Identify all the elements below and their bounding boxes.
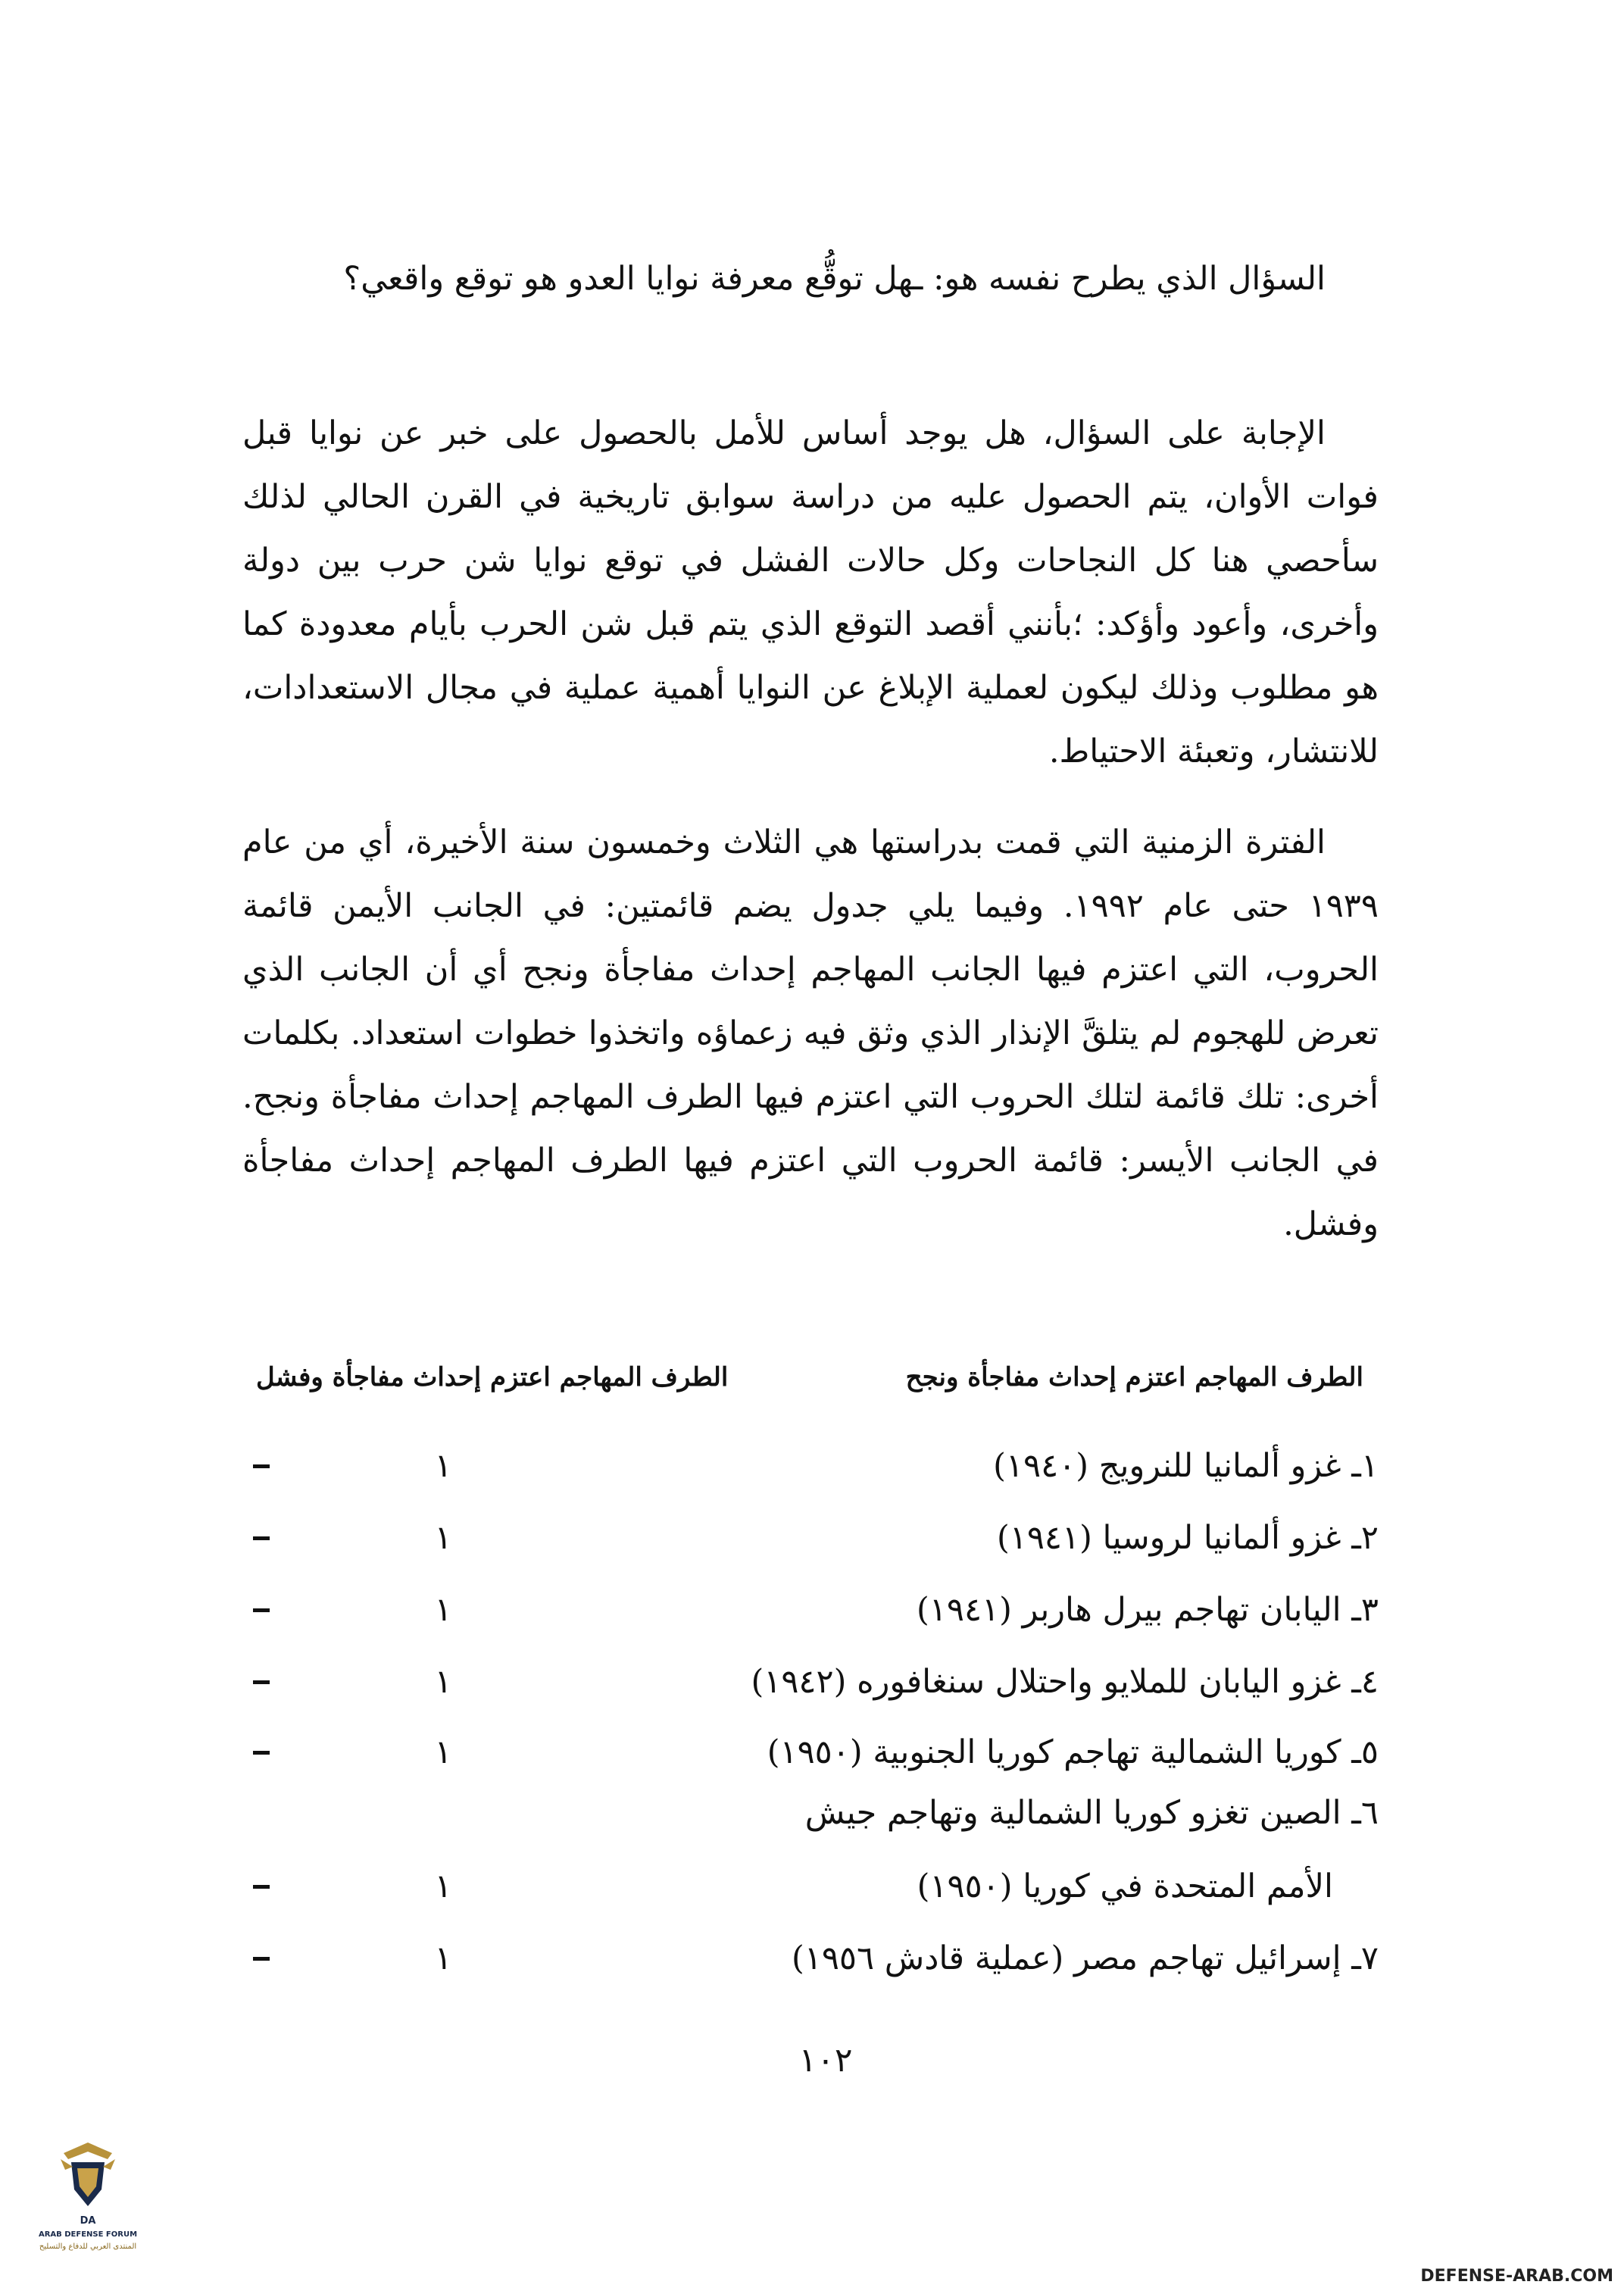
table-header-success: الطرف المهاجم اعتزم إحداث مفاجأة ونجح [905,1362,1363,1392]
paragraph-answer-text: الإجابة على السؤال، هل يوجد أساس للأمل بالحصول على خبر عن نوايا قبل فوات الأوان، يتم الحصول عليه من دراسة سوابق تاريخية في القرن الحالي لذلك سأحصي هنا كل النجاحات وكل حالات الفشل في توقع نوايا شن حرب بين دولة وأخرى، وأعود وأؤكد: ؛بأنني أقصد التوقع الذي يتم قبل شن الحرب بأيام معدودة كما هو مطلوب وذلك ليكون لعملية الإبلاغ عن النوايا أهمية عملية في مجال الاستعدادات، للانتشار، وتعبئة الاحتياط. [242,414,1379,770]
site-watermark: DEFENSE-ARAB.COM [1420,2267,1613,2286]
table-row [242,1508,1379,1576]
war-label: ٤ـ غزو اليابان للملايو واحتلال سنغافوره (١٩٤٢) [751,1663,1379,1701]
war-label-line1: ٦ـ الصين تغزو كوريا الشمالية وتهاجم جيش [804,1794,1379,1832]
eagle-shield-icon [58,2136,118,2212]
table-row [242,1928,1379,1996]
success-count: ١ [434,1447,452,1485]
table-header-fail: الطرف المهاجم اعتزم إحداث مفاجأة وفشل [256,1362,729,1392]
table-row [242,1722,1379,1790]
paragraph-question [242,247,1379,311]
fail-dash [253,1536,270,1540]
success-count: ١ [434,1939,452,1977]
table-row [242,1652,1379,1720]
war-label: ٣ـ اليابان تهاجم بيرل هاربر (١٩٤١) [916,1591,1379,1629]
paragraph-period [242,811,1379,1256]
logo-subtitle: المنتدى العربي للدفاع والتسليح [39,2243,137,2251]
page-number: ١٠٢ [798,2041,853,2080]
table-row [242,1580,1379,1648]
forum-logo [27,2136,148,2288]
success-count: ١ [434,1663,452,1701]
fail-dash [253,1464,270,1468]
fail-dash [253,1957,270,1961]
logo-title: ARAB DEFENSE FORUM [38,2230,138,2239]
logo-abbreviation: DA [80,2215,96,2227]
paragraph-period-text: الفترة الزمنية التي قمت بدراستها هي الثلاث وخمسون سنة الأخيرة، أي من عام ١٩٣٩ حتى عام ١٩٩٢. وفيما يلي جدول يضم قائمتين: في الجانب الأيمن قائمة الحروب، التي اعتزم فيها الجانب المهاجم إحداث مفاجأة ونجح أي أن الجانب الذي تعرض للهجوم لم يتلقَّ الإنذار الذي وثق فيه زعماؤه واتخذوا خطوات استعداد. بكلمات أخرى: تلك قائمة لتلك الحروب التي اعتزم فيها الطرف المهاجم إحداث مفاجأة ونجح. في الجانب الأيسر: قائمة الحروب التي اعتزم فيها الطرف المهاجم إحداث مفاجأة وفشل. [242,824,1379,1243]
table-row [242,1856,1379,1924]
success-count: ١ [434,1591,452,1629]
fail-dash [253,1608,270,1612]
table-row [242,1436,1379,1504]
fail-dash [253,1680,270,1684]
war-label: ١ـ غزو ألمانيا للنرويج (١٩٤٠) [993,1447,1379,1485]
fail-dash [253,1751,270,1755]
success-count: ١ [434,1867,452,1905]
war-label: ٧ـ إسرائيل تهاجم مصر (عملية قادش ١٩٥٦) [791,1939,1379,1977]
war-label: الأمم المتحدة في كوريا (١٩٥٠) [917,1867,1333,1905]
paragraph-question-text: السؤال الذي يطرح نفسه هو: ـهل توقُّع معرفة نوايا العدو هو توقع واقعي؟ [343,260,1326,298]
fail-dash [253,1885,270,1889]
paragraph-answer [242,402,1379,783]
success-count: ١ [434,1519,452,1557]
success-count: ١ [434,1733,452,1771]
war-label: ٢ـ غزو ألمانيا لروسيا (١٩٤١) [996,1519,1379,1557]
war-label: ٥ـ كوريا الشمالية تهاجم كوريا الجنوبية (١٩٥٠) [767,1733,1379,1771]
